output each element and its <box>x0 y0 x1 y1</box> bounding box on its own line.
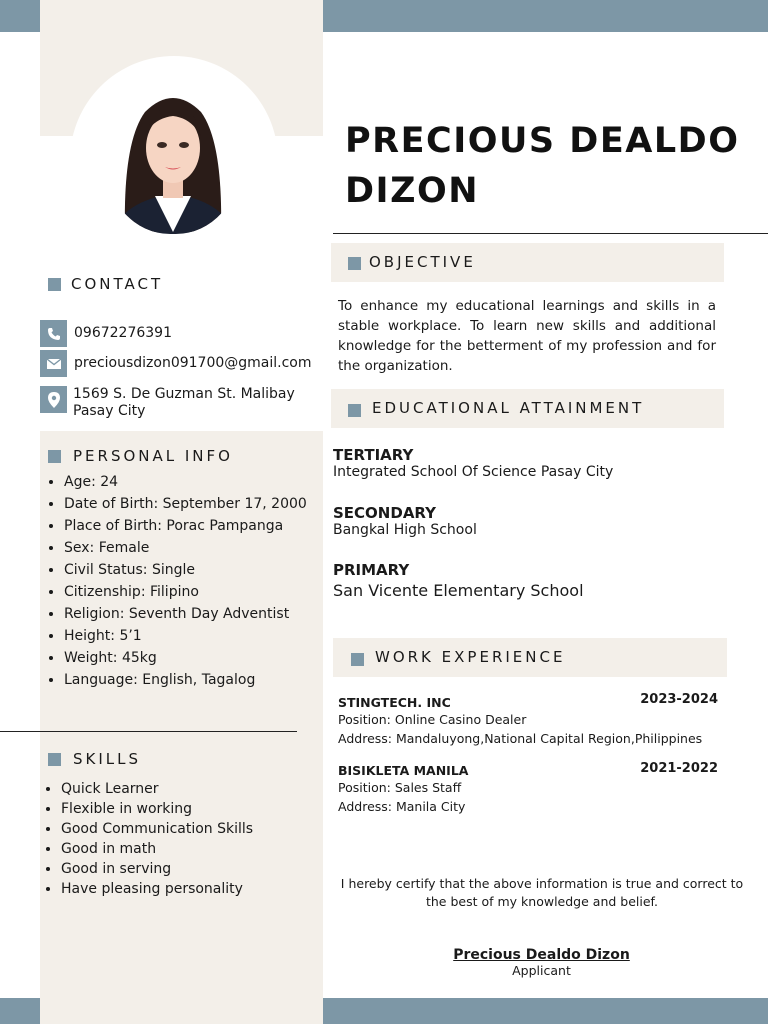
name-line-1: PRECIOUS DEALDO <box>345 121 740 161</box>
work-address: Address: Manila City <box>338 799 466 814</box>
education-school: Integrated School Of Science Pasay City <box>333 464 614 480</box>
list-item: • Good in serving <box>61 859 343 879</box>
work-header <box>333 638 727 677</box>
list-item: • Height: 5’1 <box>64 625 346 647</box>
list-item: • Quick Learner <box>61 779 343 799</box>
education-school: Bangkal High School <box>333 522 477 538</box>
certification-text: I hereby certify that the above information is true and correct to the best of my knowledge and belief. <box>340 876 744 909</box>
mail-icon <box>40 350 67 377</box>
skills-title: SKILLS <box>73 750 142 768</box>
education-tertiary <box>333 446 613 480</box>
work-company: STINGTECH. INC <box>338 695 451 710</box>
signature-role: Applicant <box>512 963 571 978</box>
objective-header <box>331 243 724 282</box>
contact-phone <box>40 320 172 347</box>
skills-list <box>38 779 343 899</box>
personal-info-title: PERSONAL INFO <box>73 447 233 465</box>
education-level: PRIMARY <box>333 561 410 579</box>
work-address: Address: Mandaluyong,National Capital Region,Philippines <box>338 731 703 746</box>
work-item <box>338 693 720 748</box>
location-pin-icon <box>40 386 67 413</box>
address-text: 1569 S. De Guzman St. Malibay Pasay City <box>73 386 295 419</box>
contact-email <box>40 350 312 377</box>
signature-name: Precious Dealdo Dizon <box>453 947 630 963</box>
work-years: 2021-2022 <box>640 761 718 776</box>
objective-title: OBJECTIVE <box>369 253 476 271</box>
list-item: • Civil Status: Single <box>64 559 346 581</box>
work-years: 2023-2024 <box>640 692 718 707</box>
signature-block <box>440 947 643 978</box>
work-title: WORK EXPERIENCE <box>375 648 566 666</box>
education-school: San Vicente Elementary School <box>333 581 584 600</box>
contact-address <box>40 386 301 420</box>
objective-text: To enhance my educational learnings and skills in a stable workplace. To learn new skills and additional knowledge for the betterment of my profession and for the organization. <box>338 298 716 374</box>
education-secondary <box>333 504 477 538</box>
list-item: • Citizenship: Filipino <box>64 581 346 603</box>
square-bullet-icon <box>48 753 61 766</box>
square-bullet-icon <box>351 653 364 666</box>
list-item: • Have pleasing personality <box>61 879 343 899</box>
list-item: • Weight: 45kg <box>64 647 346 669</box>
name-divider <box>333 233 768 234</box>
work-position: Position: Online Casino Dealer <box>338 712 527 727</box>
square-bullet-icon <box>348 404 361 417</box>
skills-heading <box>48 750 141 768</box>
contact-title: CONTACT <box>71 275 164 293</box>
education-title: EDUCATIONAL ATTAINMENT <box>372 399 645 417</box>
phone-text: 09672276391 <box>74 325 172 341</box>
list-item: • Flexible in working <box>61 799 343 819</box>
square-bullet-icon <box>48 278 61 291</box>
personal-info-list <box>41 471 346 691</box>
page-title <box>345 116 739 216</box>
top-bar-left <box>0 0 40 32</box>
contact-heading <box>48 275 163 293</box>
list-item: • Language: English, Tagalog <box>64 669 346 691</box>
square-bullet-icon <box>48 450 61 463</box>
list-item: • Good Communication Skills <box>61 819 343 839</box>
education-primary <box>333 561 584 600</box>
education-header <box>331 389 724 428</box>
bottom-bar-right <box>323 998 768 1024</box>
list-item: • Good in math <box>61 839 343 859</box>
name-line-2: DIZON <box>345 171 479 211</box>
list-item: • Age: 24 <box>64 471 346 493</box>
list-item: • Date of Birth: September 17, 2000 <box>64 493 346 515</box>
work-position: Position: Sales Staff <box>338 780 462 795</box>
list-item: • Sex: Female <box>64 537 346 559</box>
email-text[interactable]: preciousdizon091700@gmail.com <box>74 355 312 371</box>
top-bar-right <box>323 0 768 32</box>
square-bullet-icon <box>348 257 361 270</box>
list-item: • Place of Birth: Porac Pampanga <box>64 515 346 537</box>
left-divider <box>0 731 297 732</box>
profile-photo <box>105 82 241 234</box>
education-level: SECONDARY <box>333 504 437 522</box>
work-item <box>338 761 720 816</box>
work-company: BISIKLETA MANILA <box>338 763 469 778</box>
personal-info-heading <box>48 447 233 465</box>
phone-icon <box>40 320 67 347</box>
list-item: • Religion: Seventh Day Adventist <box>64 603 346 625</box>
bottom-bar-left <box>0 998 40 1024</box>
education-level: TERTIARY <box>333 446 414 464</box>
